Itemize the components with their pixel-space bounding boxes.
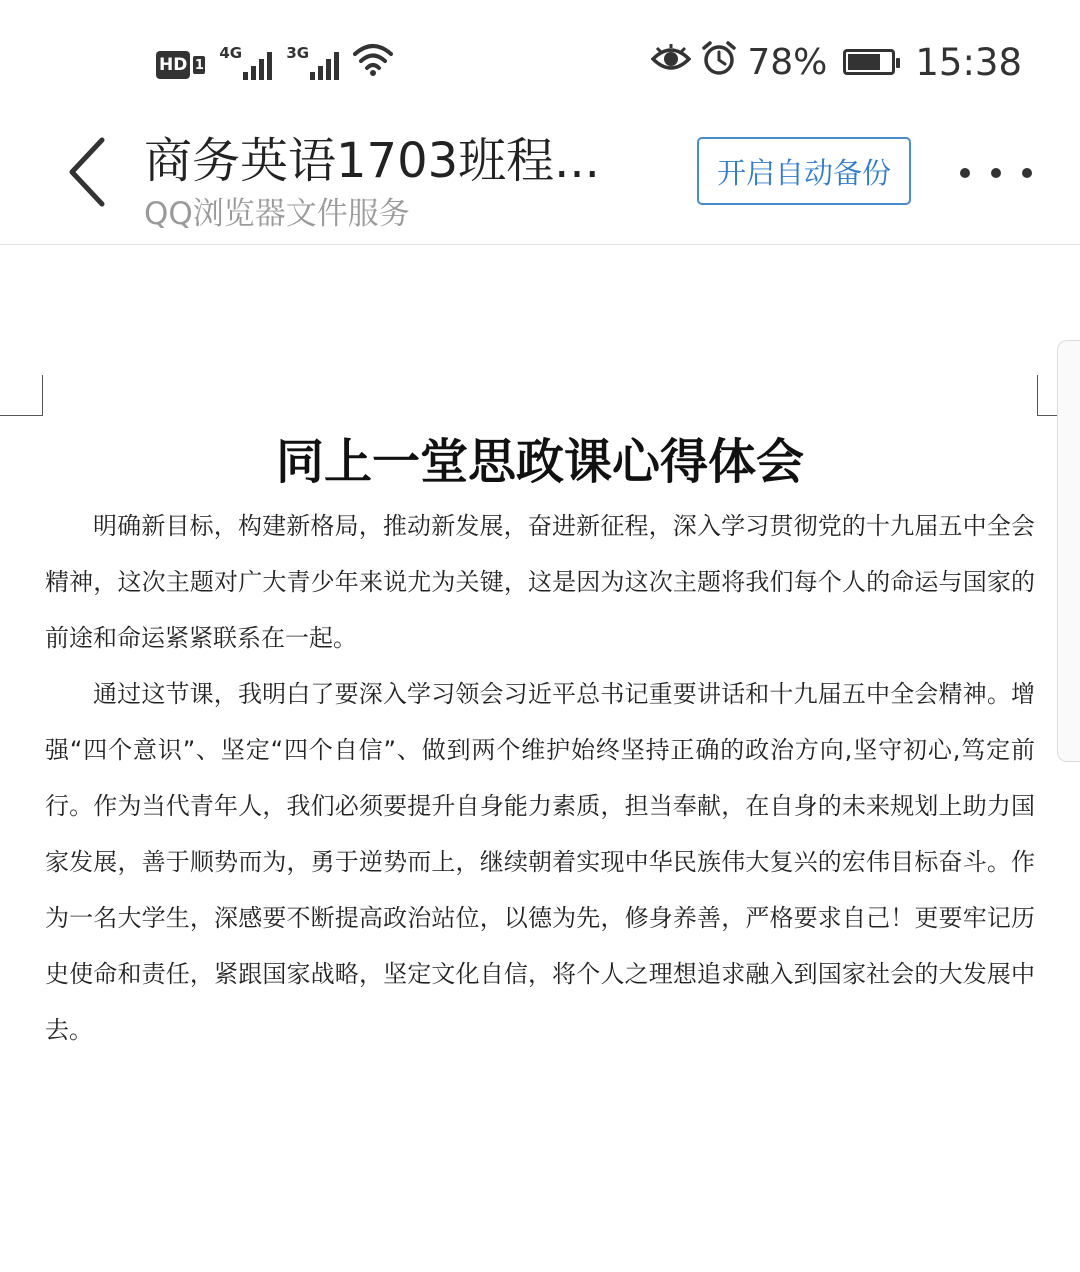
document-body xyxy=(45,498,1035,1058)
document-paragraph: 明确新目标，构建新格局，推动新发展，奋进新征程，深入学习贯彻党的十九届五中全会精神，这次主题对广大青少年来说尤为关键，这是因为这次主题将我们每个人的命运与国家的前途和命运紧紧联系在一起。 xyxy=(45,512,1035,652)
wifi-icon xyxy=(353,42,393,80)
signal-4g-label: 4G xyxy=(219,44,243,62)
page-subtitle: QQ浏览器文件服务 xyxy=(144,196,410,232)
signal-3g-label: 3G xyxy=(286,44,310,62)
signal-3g-icon xyxy=(286,44,339,80)
document-viewer[interactable] xyxy=(0,245,1080,1272)
battery-percent: 78% xyxy=(747,41,828,83)
crop-mark-left xyxy=(0,375,43,416)
more-options-button[interactable] xyxy=(960,158,1032,188)
hd-icon xyxy=(156,50,205,80)
hd-label: HD xyxy=(156,51,190,79)
chevron-left-icon xyxy=(58,132,118,212)
signal-4g-icon xyxy=(219,44,272,80)
page-title: 商务英语1703班程... xyxy=(144,133,600,189)
more-dot-icon xyxy=(991,168,1001,178)
eye-icon xyxy=(651,42,691,83)
document-title: 同上一堂思政课心得体会 xyxy=(275,434,804,490)
hd-sim-number: 1 xyxy=(194,57,204,73)
status-bar xyxy=(0,0,1080,110)
clock-time: 15:38 xyxy=(915,40,1022,84)
battery-icon xyxy=(843,49,895,75)
status-right xyxy=(651,38,1022,86)
more-dot-icon xyxy=(1022,168,1032,178)
status-left xyxy=(156,40,393,80)
more-dot-icon xyxy=(960,168,970,178)
alarm-icon xyxy=(701,40,737,85)
document-paragraph: 通过这节课，我明白了要深入学习领会习近平总书记重要讲话和十九届五中全会精神。增强“四个意识”、坚定“四个自信”、做到两个维护始终坚持正确的政治方向,坚守初心,笃定前行。作为当代青年人，我们必须要提升自身能力素质，担当奉献，在自身的未来规划上助力国家发展，善于顺势而为，勇于逆势而上，继续朝着实现中华民族伟大复兴的宏伟目标奋斗。作为一名大学生，深感要不断提高政治站位，以德为先，修身养善，严格要求自己！更要牢记历史使命和责任，紧跟国家战略，坚定文化自信，将个人之理想追求融入到国家社会的大发展中去。 xyxy=(45,680,1035,1044)
back-button[interactable] xyxy=(58,132,118,212)
scroll-handle[interactable] xyxy=(1057,340,1080,762)
app-header xyxy=(0,110,1080,245)
auto-backup-button[interactable]: 开启自动备份 xyxy=(697,137,911,205)
